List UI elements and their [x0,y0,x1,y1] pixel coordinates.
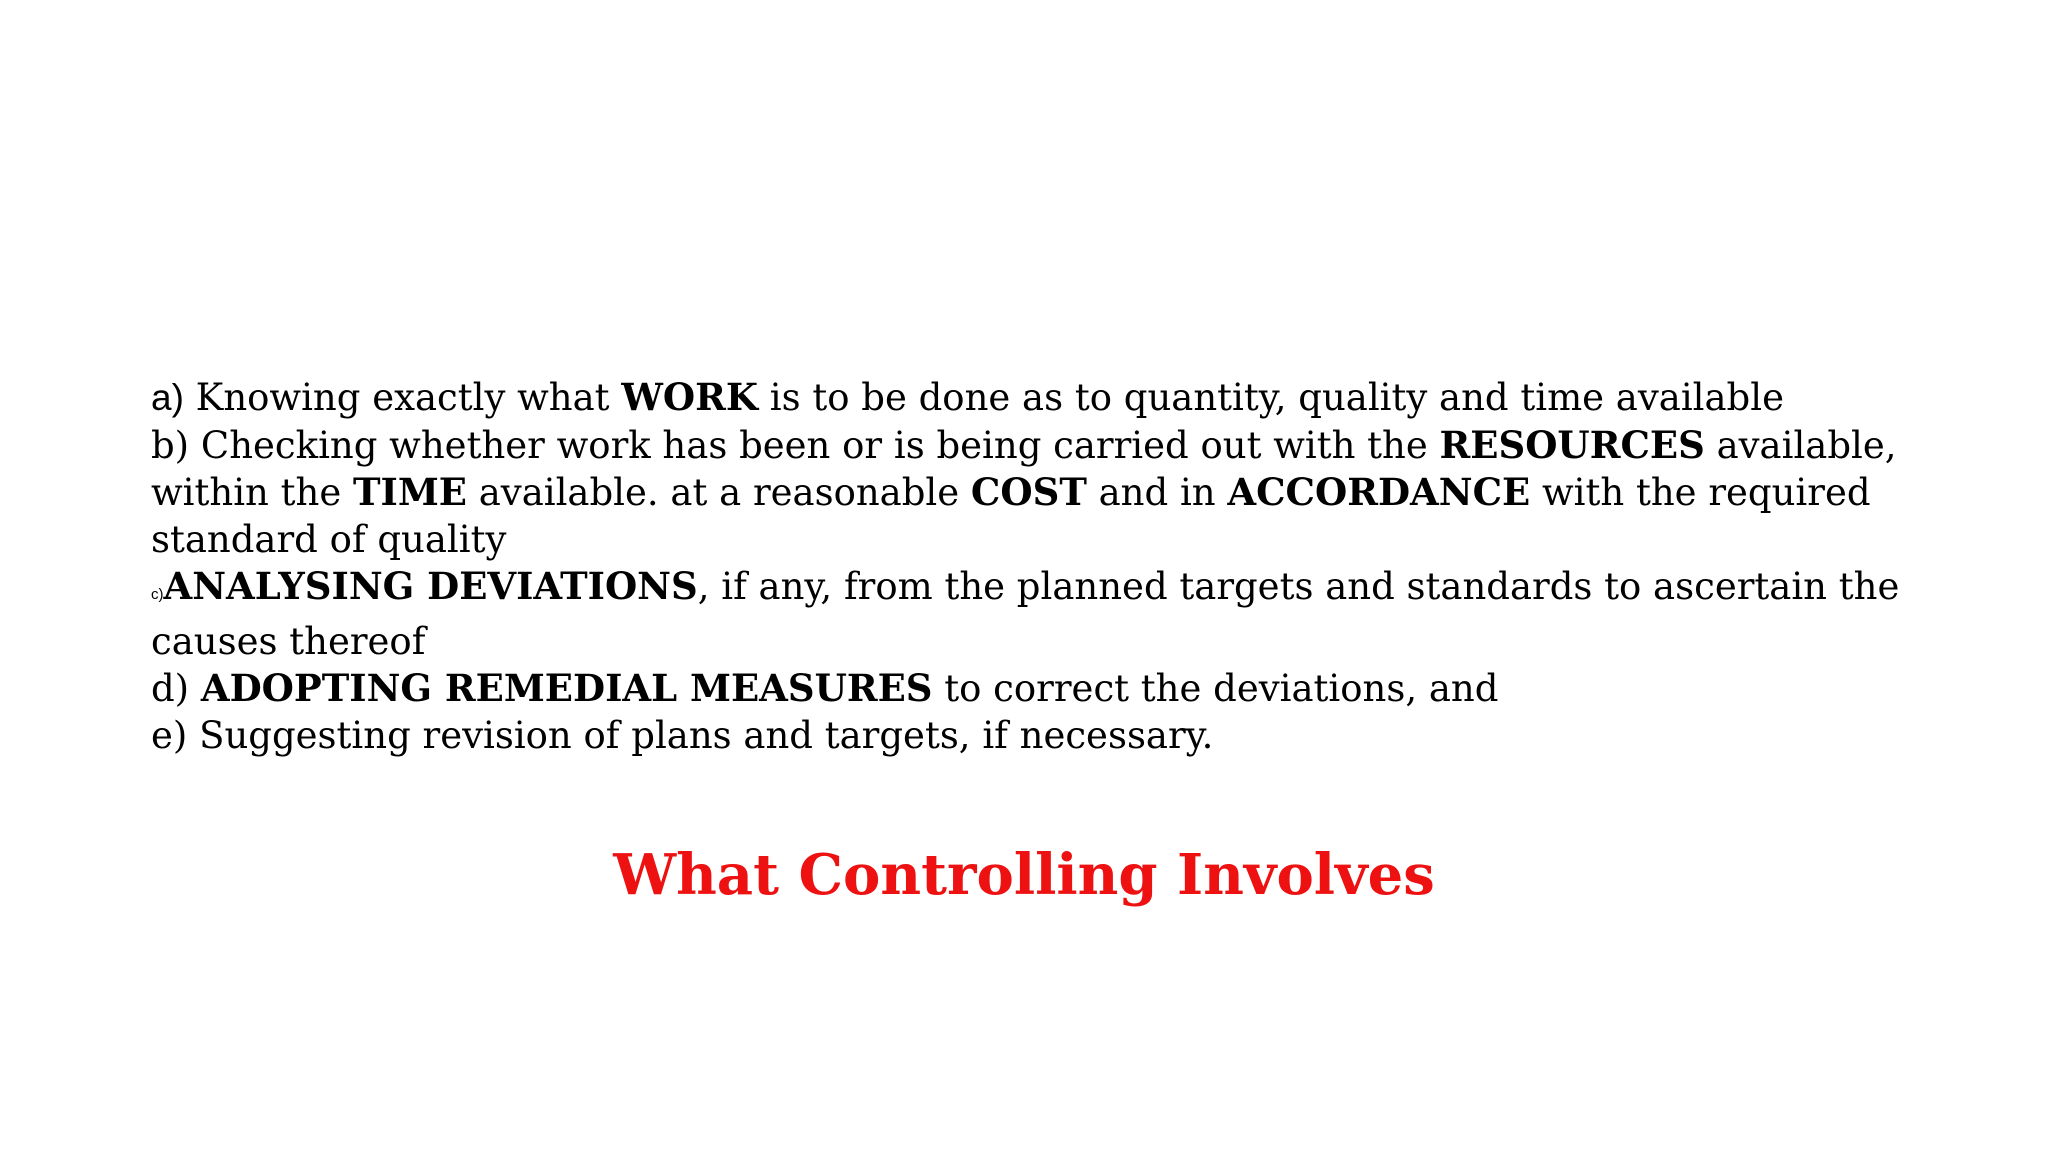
list-marker: e) [151,713,188,757]
list-marker: d) [151,667,190,710]
text-segment: , if any, from the planned targets and standards to ascertain the causes thereof [151,565,1912,663]
slide-title: What Controlling Involves [613,842,1435,908]
emphasis-resources: RESOURCES [1439,422,1705,467]
list-item-c [151,563,1931,665]
text-segment: and in [1086,471,1228,514]
text-segment: to correct the deviations, and [932,667,1499,710]
text-segment: Suggesting revision of plans and targets, if necessary. [199,713,1214,757]
text-segment: available. at a reasonable [466,471,971,514]
emphasis-cost: COST [970,470,1087,514]
text-segment: is to be done as to quantity, quality and time available [758,376,1784,419]
list-marker: c) [151,586,164,603]
list-item-a [151,374,1931,422]
list-item-b [151,422,1931,564]
emphasis-work: WORK [621,375,759,419]
emphasis-analysing-deviations: ANALYSING DEVIATIONS [163,564,698,608]
text-segment: available, within the [151,423,1909,514]
list-marker: b) [151,423,190,467]
list-marker: a) [151,377,184,418]
content-list [151,374,1931,759]
text-segment: Knowing exactly what [195,376,622,419]
text-segment: with the required standard of quality [151,471,1883,561]
list-item-d [151,665,1931,713]
emphasis-time: TIME [352,470,467,514]
emphasis-adopting-remedial-measures: ADOPTING REMEDIAL MEASURES [200,666,933,710]
text-segment: Checking whether work has been or is being carried out with the [200,423,1440,467]
emphasis-accordance: ACCORDANCE [1227,470,1531,514]
list-item-e [151,713,1931,760]
